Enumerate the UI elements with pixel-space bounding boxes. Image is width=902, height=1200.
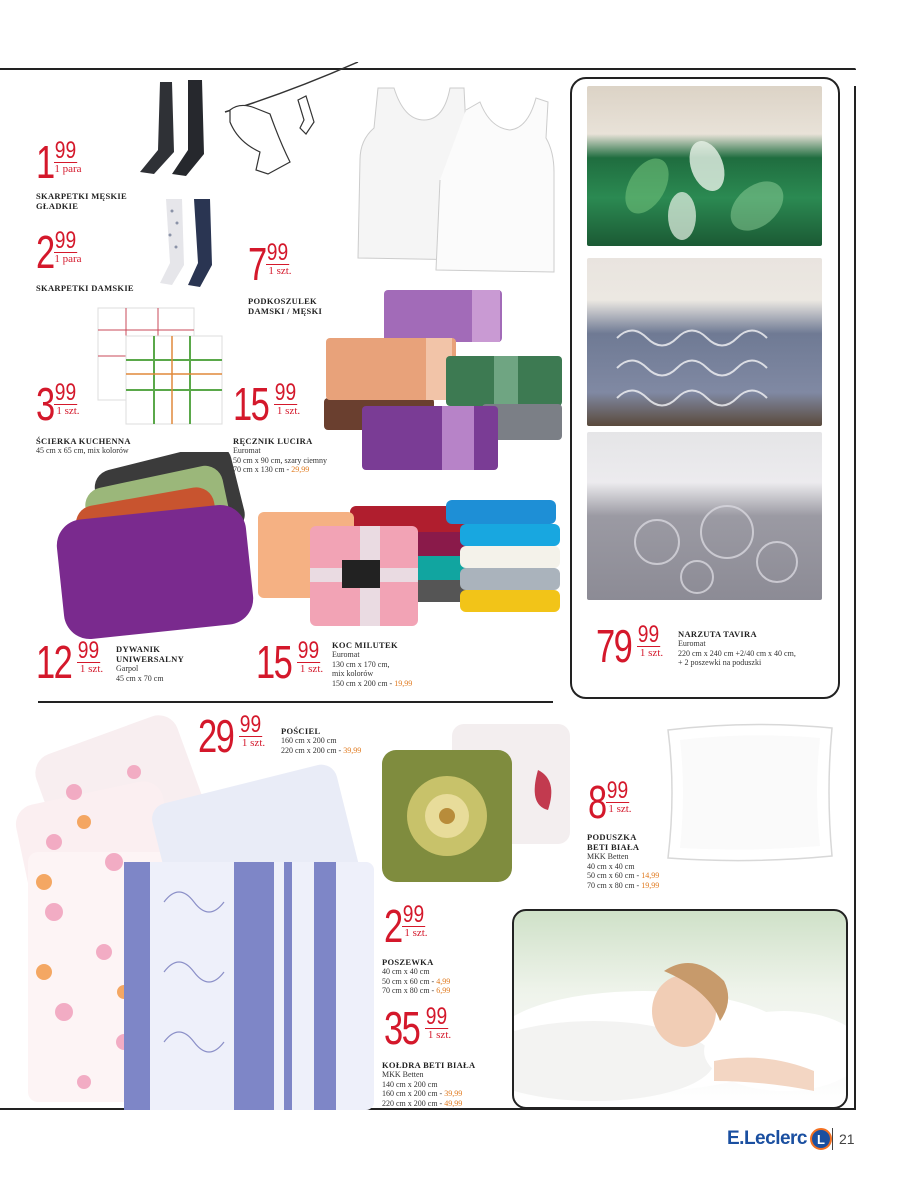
price-integer: 7 [248,238,266,290]
product-name-line2: BETI BIAŁA [587,842,640,852]
leclerc-logo [727,1128,832,1150]
product-line2: + 2 poszewki na poduszki [678,658,762,667]
product-line1: 130 cm x 170 cm, [332,659,390,669]
product-line2-price: 39,99 [343,745,362,755]
price-unit: 1 szt. [427,1029,452,1041]
socks-women-label [36,283,134,293]
product-brand: Euromat [233,446,261,455]
rugs-image [40,452,260,642]
kitchen-cloth-label [36,436,131,456]
price-unit: 1 szt. [608,803,632,815]
price-pillowcase [384,900,430,952]
price-socks-women [36,226,82,278]
product-line2-price: 14,99 [641,871,660,880]
price-unit: 1 szt. [79,663,104,675]
product-name-line2: UNIWERSALNY [116,654,185,664]
product-name: KOŁDRA BETI BIAŁA [382,1060,476,1070]
price-integer: 15 [233,378,269,430]
price-cents: 99 [54,379,76,406]
price-cents: 99 [239,711,262,738]
towels-image [322,288,572,473]
brand-logo-icon: L [810,1128,832,1150]
product-line1: 220 cm x 240 cm +2/40 cm x 40 cm, [678,648,796,658]
pillowcase-image [378,720,576,885]
price-socks-men [36,136,82,188]
price-blanket [256,636,326,688]
product-line2-price: 39,99 [444,1089,463,1098]
price-integer: 15 [256,636,292,688]
bedspread-photo-green [587,86,822,246]
price-integer: 2 [36,226,54,278]
rug-label [116,644,184,683]
product-line3-price: 19,99 [394,678,413,688]
price-pillow [588,776,634,828]
product-name: POSZEWKA [382,957,434,967]
product-desc: 45 cm x 70 cm [116,673,164,683]
price-cents: 99 [297,637,320,664]
price-cents: 99 [266,239,288,266]
product-name: PODUSZKA [587,832,637,842]
product-name: KOC MILUTEK [332,640,398,650]
price-bedding [198,710,268,762]
product-line3: 70 cm x 80 cm - [587,880,642,890]
price-unit: 1 szt. [404,927,428,939]
duvet-label [382,1060,475,1108]
price-unit: 1 szt. [56,405,80,417]
bedspread-photo-paisley [587,432,822,600]
price-integer: 2 [384,900,402,952]
price-unit: 1 szt. [241,737,266,749]
product-name-line2: GŁADKIE [36,201,79,211]
price-cents: 99 [77,637,100,664]
product-name: NARZUTA TAVIRA [678,629,757,639]
price-towel [233,378,303,430]
price-cents: 99 [637,621,660,648]
bedding-label [281,726,361,755]
frame-line-top [0,68,856,70]
women-socks-image [158,195,228,290]
pillowcase-label [382,957,450,996]
product-name: PODKOSZULEK [248,296,317,306]
price-unit: 1 szt. [639,647,664,659]
bedding-image [14,712,384,1110]
kitchen-cloth-image [96,300,226,428]
price-unit: 1 para [54,253,82,265]
product-brand: Euromat [678,639,706,648]
price-cents: 99 [54,227,76,254]
price-kitchen-cloth [36,378,82,430]
price-rug [36,636,106,688]
price-bedspread [596,620,666,672]
price-integer: 12 [36,636,72,688]
price-unit: 1 szt. [268,265,292,277]
socks-image [130,62,360,192]
product-name: SKARPETKI DAMSKIE [36,283,134,293]
product-brand: MKK Betten [587,852,629,861]
product-line3: 150 cm x 200 cm - [332,678,395,688]
product-line3-price: 19,99 [641,880,660,890]
price-integer: 35 [384,1002,420,1054]
towel-label [233,436,327,475]
price-cents: 99 [54,137,76,164]
product-line2-price: 29,99 [291,465,310,474]
product-line3-price: 49,99 [444,1098,463,1108]
frame-line-right [854,86,856,1110]
product-line3: 220 cm x 200 cm - [382,1098,445,1108]
product-line2: 50 cm x 60 cm - [382,976,437,986]
price-undershirt [248,238,294,290]
frame-line-middle [38,701,553,703]
price-integer: 3 [36,378,54,430]
product-name-line2: DAMSKI / MĘSKI [248,306,323,316]
product-line2-price: 4,99 [436,976,451,986]
product-line2: 70 cm x 130 cm - [233,465,292,474]
product-line3: 70 cm x 80 cm - [382,986,437,995]
undershirts-image [348,80,568,275]
price-cents: 99 [402,901,424,928]
price-unit: 1 szt. [299,663,324,675]
product-line3-price: 6,99 [436,986,451,995]
product-line1: 40 cm x 40 cm [587,861,635,871]
product-line1: 140 cm x 200 cm [382,1079,438,1089]
price-integer: 29 [198,710,234,762]
product-desc: 45 cm x 65 cm, mix kolorów [36,446,129,455]
product-name: ŚCIERKA KUCHENNA [36,436,131,446]
price-cents: 99 [425,1003,448,1030]
price-unit: 1 para [54,163,82,175]
bedspread-label [678,629,796,668]
product-line2: 160 cm x 200 cm - [382,1089,445,1098]
product-line1: 50 cm x 90 cm, szary ciemny [233,455,327,465]
sleeping-woman-photo [512,909,848,1109]
product-line2: 220 cm x 200 cm - [281,745,344,755]
price-duvet [384,1002,454,1054]
product-name: DYWANIK [116,644,161,654]
blanket-label [332,640,412,688]
undershirt-label [248,296,322,316]
brand-name: E.Leclerc [727,1128,807,1149]
product-name: RĘCZNIK LUCIRA [233,436,313,446]
product-name: SKARPETKI MĘSKIE [36,191,127,201]
price-cents: 99 [606,777,628,804]
page-number: 21 [832,1128,855,1150]
product-brand: Garpol [116,664,139,673]
price-cents: 99 [274,379,297,406]
price-integer: 79 [596,620,632,672]
price-integer: 1 [36,136,54,188]
price-unit: 1 szt. [276,405,301,417]
product-brand: Euromat [332,650,360,659]
pillow-label [587,832,659,890]
socks-men-label [36,191,127,211]
product-line1: 40 cm x 40 cm [382,967,430,976]
product-line2: mix kolorów [332,669,374,678]
bedspread-photo-grey [587,258,822,426]
product-line1: 160 cm x 200 cm [281,736,337,745]
product-brand: MKK Betten [382,1070,424,1079]
product-line2: 50 cm x 60 cm - [587,871,642,880]
blankets-image [256,498,568,630]
product-name: POŚCIEL [281,726,321,736]
price-integer: 8 [588,776,606,828]
pillow-image [656,718,842,864]
